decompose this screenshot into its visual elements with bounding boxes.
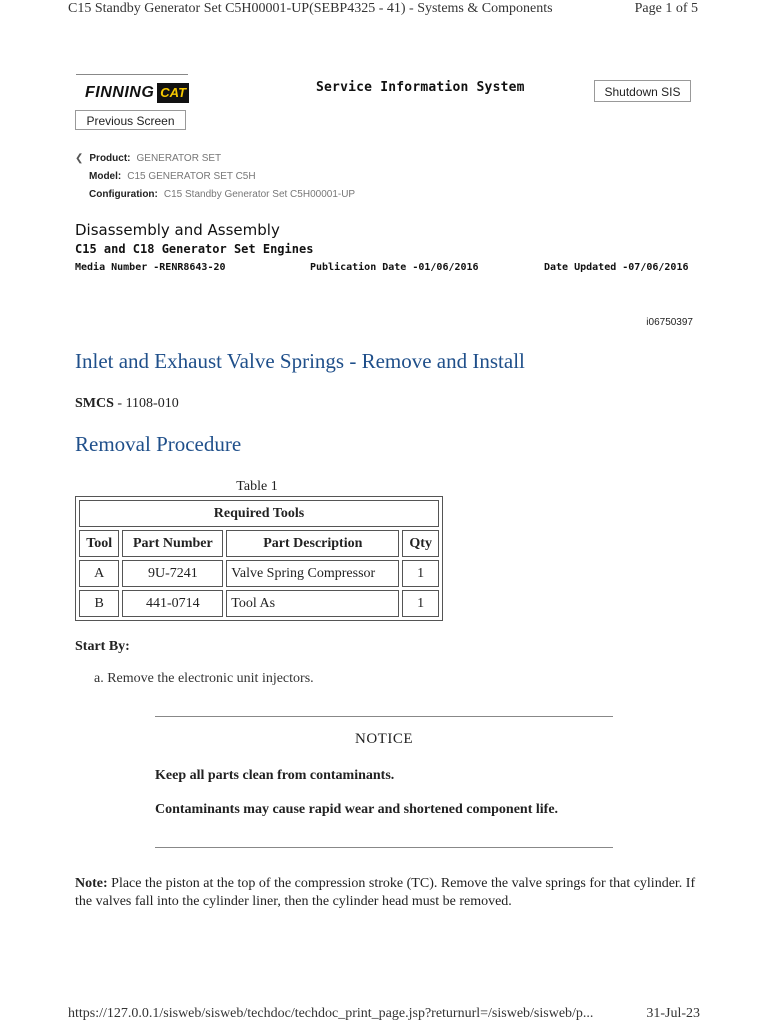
section-heading: Removal Procedure [75,432,242,456]
table-cell: A [79,560,119,587]
smcs-code [75,396,179,412]
table-cell: 9U-7241 [122,560,223,587]
column-header: Part Number [122,530,223,557]
model-label: Model: [89,171,122,182]
column-header: Tool [79,530,119,557]
print-footer-url: https://127.0.0.1/sisweb/sisweb/techdoc/techdoc_print_page.jsp?returnurl=/sisweb/sisweb/p... [68,1006,594,1021]
logo-cat-badge: CAT [157,83,189,103]
notice-divider-bottom [155,847,613,848]
model-value: C15 GENERATOR SET C5H [127,171,256,182]
document-type: Disassembly and Assembly [75,221,280,239]
table-cell: 1 [402,560,439,587]
note-paragraph [75,875,700,911]
date-updated: Date Updated -07/06/2016 [544,262,689,273]
table-header-row [79,530,439,557]
note-label: Note: [75,876,108,891]
table-row [79,590,439,617]
notice-line: Contaminants may cause rapid wear and shortened component life. [155,802,559,817]
column-header: Part Description [226,530,399,557]
breadcrumb-product [75,153,221,164]
page-title: Inlet and Exhaust Valve Springs - Remove and Install [75,349,525,373]
table-heading-row [79,500,439,527]
note-text: Place the piston at the top of the compression stroke (TC). Remove the valve springs for that cylinder. If the valves fall into the cylinder liner, then the cylinder head must be removed. [75,876,696,909]
table-cell: 1 [402,590,439,617]
table-cell: Valve Spring Compressor [226,560,399,587]
required-tools-table [75,496,443,621]
table-row [79,560,439,587]
breadcrumb-configuration [89,189,355,200]
table-heading: Required Tools [79,500,439,527]
column-header: Qty [402,530,439,557]
start-by-label: Start By: [75,639,130,654]
print-footer-date: 31-Jul-23 [646,1006,700,1021]
print-page-number: Page 1 of 5 [634,1,698,16]
breadcrumb-model [89,171,256,182]
smcs-label: SMCS [75,396,114,411]
start-by-step: a. Remove the electronic unit injectors. [94,671,314,686]
chevron-left-icon[interactable]: ❮ [75,153,84,164]
logo-finning-text: FINNING [85,83,155,101]
shutdown-sis-button[interactable]: Shutdown SIS [594,80,691,102]
configuration-label: Configuration: [89,189,158,200]
media-number: Media Number -RENR8643-20 [75,262,226,273]
notice-divider-top [155,716,613,717]
table-cell: 441-0714 [122,590,223,617]
document-ref-id: i06750397 [646,317,693,328]
table-cell: B [79,590,119,617]
configuration-value: C15 Standby Generator Set C5H00001-UP [163,189,356,200]
table-caption: Table 1 [236,479,278,494]
finning-cat-logo [76,74,188,110]
product-value: GENERATOR SET [136,153,222,164]
previous-screen-button[interactable]: Previous Screen [75,110,186,130]
smcs-value: - 1108-010 [113,396,179,411]
table-cell: Tool As [226,590,399,617]
print-header-title: C15 Standby Generator Set C5H00001-UP(SEBP4325 - 41) - Systems & Components [68,1,553,16]
notice-line: Keep all parts clean from contaminants. [155,768,395,783]
document-subtitle: C15 and C18 Generator Set Engines [75,242,314,256]
system-title: Service Information System [316,80,525,95]
publication-date: Publication Date -01/06/2016 [310,262,479,273]
notice-title: NOTICE [355,731,413,747]
product-label: Product: [89,153,131,164]
